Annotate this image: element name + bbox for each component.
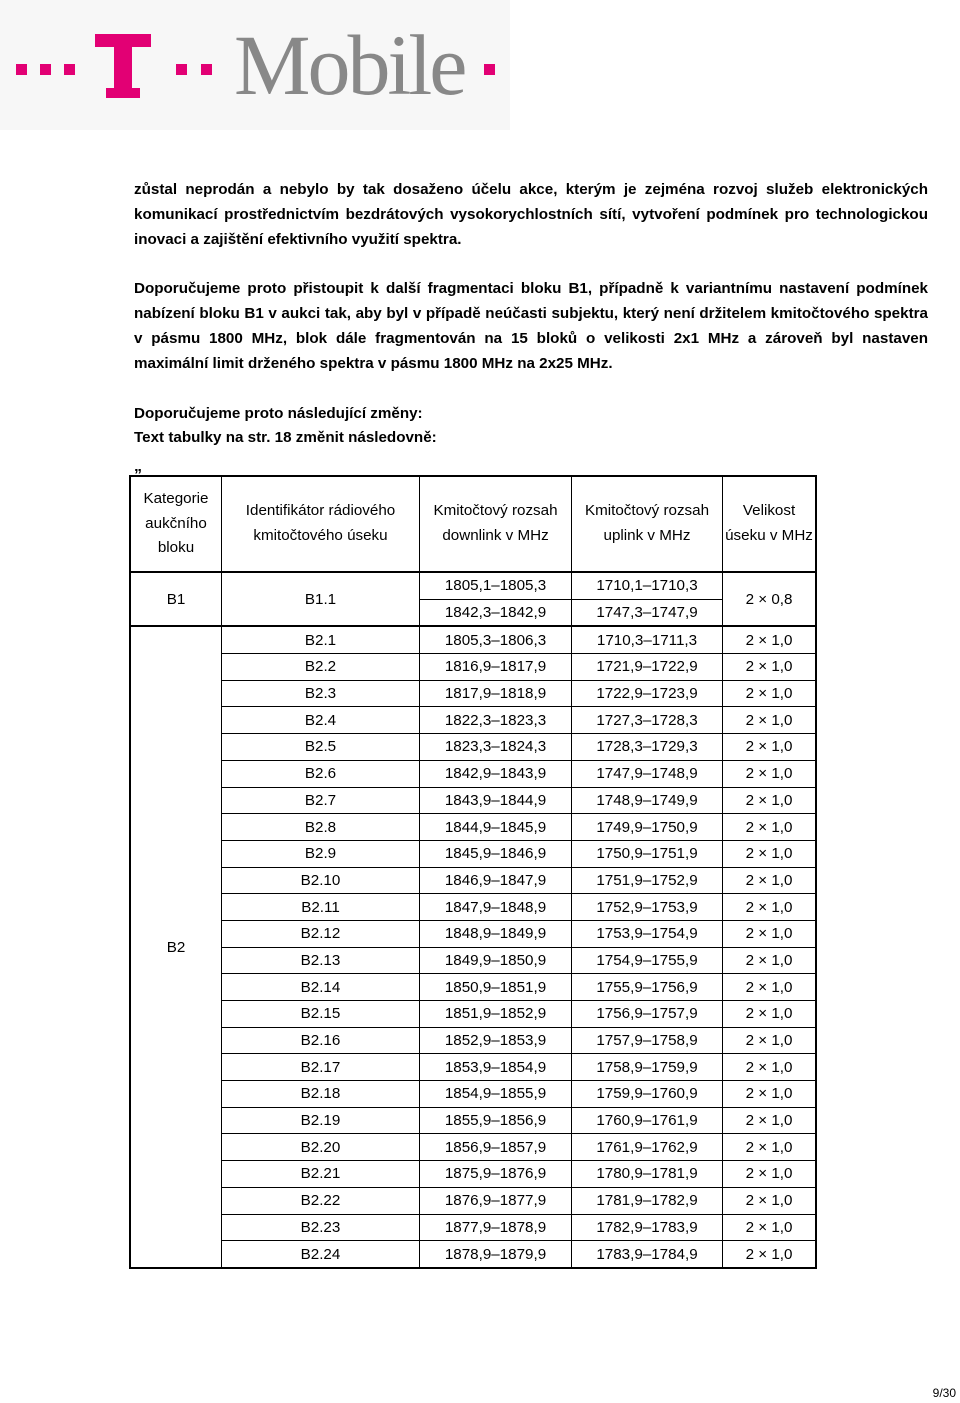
paragraph-intro: zůstal neprodán a nebylo by tak dosaženo účelu akce, kterým je zejména rozvoj služeb elektronických komunikací prostřednictvím bezdrátových vysokorychlostních sítí, vytvoření podmínek pro technologickou inovaci a zajištění efektivního využití spektra. [134,181,928,248]
cell-uplink: 1757,9–1758,9 [572,1027,723,1054]
cell-uplink: 1759,9–1760,9 [572,1081,723,1108]
cell-downlink: 1876,9–1877,9 [420,1187,572,1214]
cell-uplink: 1749,9–1750,9 [572,814,723,841]
table-row [130,1161,816,1188]
cell-uplink: 1755,9–1756,9 [572,974,723,1001]
cell-identifier: B2.21 [222,1161,420,1188]
cell-size-b1: 2 × 0,8 [723,572,817,626]
cell-identifier: B2.12 [222,920,420,947]
cell-uplink: 1727,3–1728,3 [572,707,723,734]
uplink-b1-part-1: 1710,1–1710,3 [572,573,722,600]
table-row [130,734,816,761]
table-row [130,787,816,814]
cell-downlink: 1855,9–1856,9 [420,1107,572,1134]
cell-size: 2 × 1,0 [723,1214,817,1241]
cell-downlink: 1842,9–1843,9 [420,760,572,787]
cell-size: 2 × 1,0 [723,1081,817,1108]
cell-size: 2 × 1,0 [723,760,817,787]
table-row [130,1054,816,1081]
cell-downlink: 1817,9–1818,9 [420,680,572,707]
cell-size: 2 × 1,0 [723,1001,817,1028]
cell-downlink: 1844,9–1845,9 [420,814,572,841]
cell-uplink: 1758,9–1759,9 [572,1054,723,1081]
table-row [130,840,816,867]
cell-downlink: 1877,9–1878,9 [420,1214,572,1241]
cell-size: 2 × 1,0 [723,1187,817,1214]
cell-downlink: 1851,9–1852,9 [420,1001,572,1028]
table-row [130,920,816,947]
cell-identifier: B2.14 [222,974,420,1001]
cell-size: 2 × 1,0 [723,654,817,681]
cell-identifier: B2.5 [222,734,420,761]
cell-size: 2 × 1,0 [723,1054,817,1081]
table-row [130,654,816,681]
cell-downlink: 1847,9–1848,9 [420,894,572,921]
table-row [130,1214,816,1241]
cell-identifier: B2.15 [222,1001,420,1028]
cell-size: 2 × 1,0 [723,626,817,653]
header-category: Kategorie aukčního bloku [130,476,222,572]
cell-downlink: 1850,9–1851,9 [420,974,572,1001]
frequency-table [129,475,817,1269]
cell-downlink: 1878,9–1879,9 [420,1241,572,1268]
document-body [134,178,928,479]
cell-downlink: 1849,9–1850,9 [420,947,572,974]
cell-uplink: 1780,9–1781,9 [572,1161,723,1188]
table-row [130,947,816,974]
table-row [130,1107,816,1134]
cell-downlink: 1852,9–1853,9 [420,1027,572,1054]
cell-identifier: B2.8 [222,814,420,841]
cell-size: 2 × 1,0 [723,707,817,734]
cell-id-b1-1: B1.1 [222,572,420,626]
logo-t-foot [106,88,140,98]
logo-dot-4 [176,64,187,75]
cell-uplink: 1752,9–1753,9 [572,894,723,921]
cell-identifier: B2.20 [222,1134,420,1161]
cell-size: 2 × 1,0 [723,1107,817,1134]
logo-wordmark: Mobile [234,17,465,113]
cell-identifier: B2.16 [222,1027,420,1054]
cell-identifier: B2.11 [222,894,420,921]
table-row [130,1134,816,1161]
cell-uplink: 1760,9–1761,9 [572,1107,723,1134]
downlink-b1-part-1: 1805,1–1805,3 [420,573,571,600]
table-header-row [130,476,816,572]
cell-size: 2 × 1,0 [723,680,817,707]
cell-downlink-b1 [420,572,572,626]
cell-size: 2 × 1,0 [723,1161,817,1188]
cell-uplink: 1756,9–1757,9 [572,1001,723,1028]
cell-uplink: 1728,3–1729,3 [572,734,723,761]
table-row [130,1081,816,1108]
cell-uplink: 1753,9–1754,9 [572,920,723,947]
header-identifier: Identifikátor rádiového kmitočtového úseku [222,476,420,572]
cell-size: 2 × 1,0 [723,920,817,947]
page-number: 9/30 [932,1386,956,1400]
cell-size: 2 × 1,0 [723,734,817,761]
cell-downlink: 1875,9–1876,9 [420,1161,572,1188]
cell-uplink: 1781,9–1782,9 [572,1187,723,1214]
cell-uplink: 1782,9–1783,9 [572,1214,723,1241]
cell-size: 2 × 1,0 [723,814,817,841]
cell-identifier: B2.1 [222,626,420,653]
uplink-b1-part-2: 1747,3–1747,9 [596,603,698,621]
table-row [130,680,816,707]
logo-dot-2 [40,64,51,75]
table-row [130,894,816,921]
cell-identifier: B2.6 [222,760,420,787]
cell-category-b1: B1 [130,572,222,626]
logo-dot-1 [16,64,27,75]
cell-size: 2 × 1,0 [723,1241,817,1268]
header-uplink: Kmitočtový rozsah uplink v MHz [572,476,723,572]
table-row [130,974,816,1001]
cell-size: 2 × 1,0 [723,867,817,894]
cell-size: 2 × 1,0 [723,1027,817,1054]
cell-downlink: 1845,9–1846,9 [420,840,572,867]
cell-identifier: B2.10 [222,867,420,894]
table-row [130,1001,816,1028]
cell-size: 2 × 1,0 [723,787,817,814]
cell-identifier: B2.2 [222,654,420,681]
cell-identifier: B2.23 [222,1214,420,1241]
cell-size: 2 × 1,0 [723,894,817,921]
cell-downlink: 1846,9–1847,9 [420,867,572,894]
cell-size: 2 × 1,0 [723,947,817,974]
cell-uplink: 1710,3–1711,3 [572,626,723,653]
table-row [130,626,816,653]
cell-uplink-b1 [572,572,723,626]
cell-downlink: 1848,9–1849,9 [420,920,572,947]
cell-identifier: B2.13 [222,947,420,974]
cell-size: 2 × 1,0 [723,1134,817,1161]
cell-uplink: 1761,9–1762,9 [572,1134,723,1161]
header-downlink: Kmitočtový rozsah downlink v MHz [420,476,572,572]
table-row [130,867,816,894]
cell-uplink: 1747,9–1748,9 [572,760,723,787]
cell-downlink: 1816,9–1817,9 [420,654,572,681]
table-row [130,1241,816,1268]
cell-downlink: 1823,3–1824,3 [420,734,572,761]
cell-uplink: 1754,9–1755,9 [572,947,723,974]
paragraph-recommendation: Doporučujeme proto přistoupit k další fragmentaci bloku B1, případně k variantnímu nastavení podmínek nabízení bloku B1 v aukci tak, aby byl v případě neúčasti subjektu, který není držitelem kmitočtového spektra v pásmu 1800 MHz, blok dále fragmentován na 15 bloků o velikosti 2x1 MHz a zároveň byl nastaven maximální limit drženého spektra v pásmu 1800 MHz na 2x25 MHz. [134,280,928,372]
cell-size: 2 × 1,0 [723,974,817,1001]
cell-identifier: B2.22 [222,1187,420,1214]
cell-uplink: 1722,9–1723,9 [572,680,723,707]
table-instruction: Text tabulky na str. 18 změnit následovně: [134,429,437,447]
cell-uplink: 1750,9–1751,9 [572,840,723,867]
table-row [130,1027,816,1054]
cell-category-b2: B2 [130,626,222,1268]
cell-downlink: 1853,9–1854,9 [420,1054,572,1081]
cell-downlink: 1805,3–1806,3 [420,626,572,653]
cell-uplink: 1751,9–1752,9 [572,867,723,894]
cell-size: 2 × 1,0 [723,840,817,867]
cell-identifier: B2.19 [222,1107,420,1134]
cell-identifier: B2.3 [222,680,420,707]
cell-identifier: B2.17 [222,1054,420,1081]
t-mobile-logo [0,0,510,130]
table-row [130,760,816,787]
cell-downlink: 1856,9–1857,9 [420,1134,572,1161]
downlink-b1-part-2: 1842,3–1842,9 [444,603,547,621]
cell-uplink: 1783,9–1784,9 [572,1241,723,1268]
table-row [130,1187,816,1214]
cell-downlink: 1843,9–1844,9 [420,787,572,814]
cell-identifier: B2.4 [222,707,420,734]
table-row [130,707,816,734]
cell-uplink: 1748,9–1749,9 [572,787,723,814]
logo-dot-3 [64,64,75,75]
cell-identifier: B2.7 [222,787,420,814]
table-row [130,814,816,841]
cell-downlink: 1854,9–1855,9 [420,1081,572,1108]
logo-dot-5 [201,64,212,75]
changes-heading: Doporučujeme proto následující změny: [134,404,423,422]
logo-dot-6 [484,64,495,75]
cell-identifier: B2.18 [222,1081,420,1108]
cell-uplink: 1721,9–1722,9 [572,654,723,681]
table-row-b1 [130,572,816,626]
cell-identifier: B2.24 [222,1241,420,1268]
cell-downlink: 1822,3–1823,3 [420,707,572,734]
opening-quote: „ [134,458,142,476]
cell-identifier: B2.9 [222,840,420,867]
header-size: Velikost úseku v MHz [723,476,817,572]
